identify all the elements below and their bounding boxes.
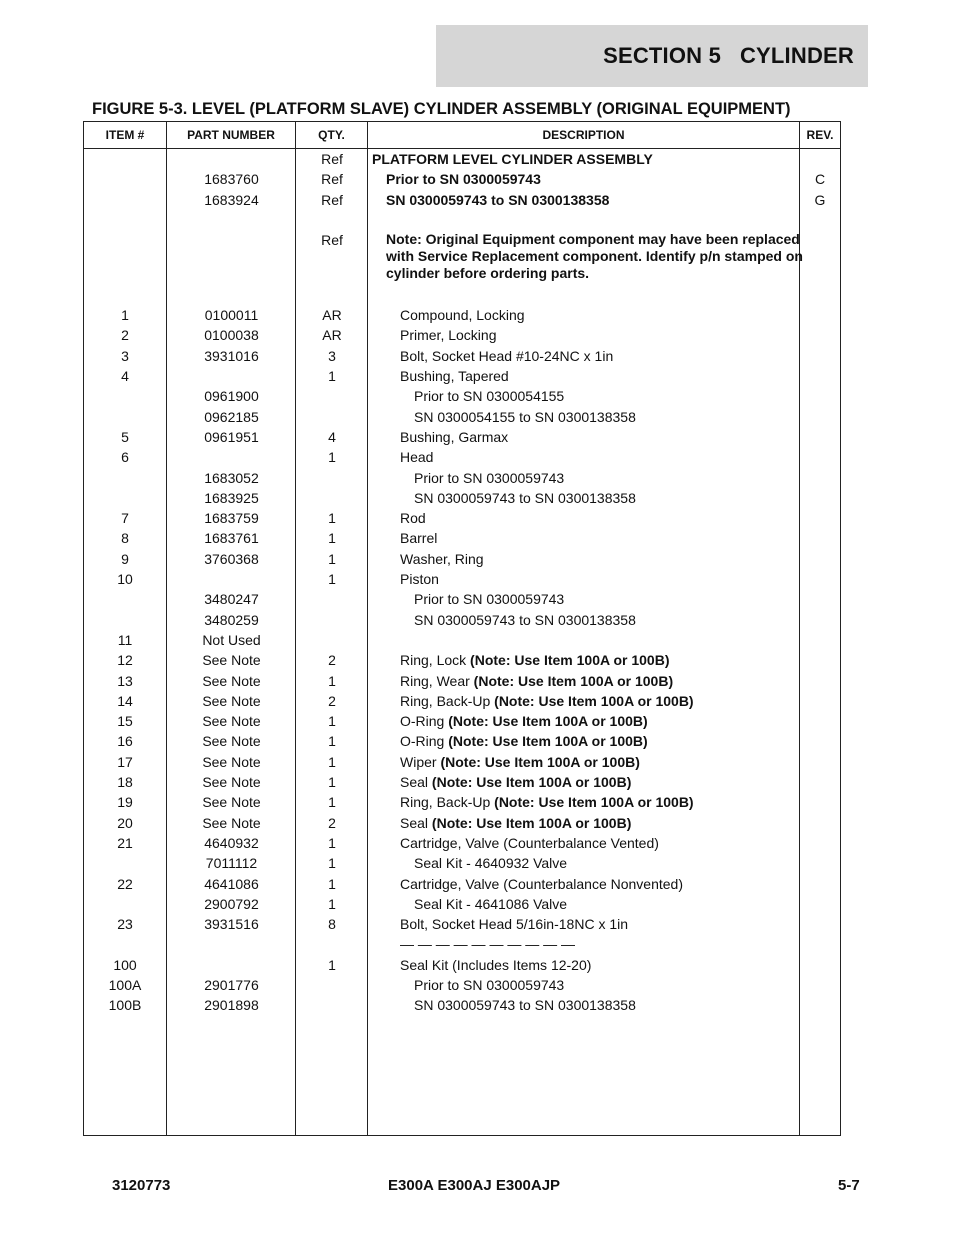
part-number: 0962185	[204, 408, 259, 425]
header-qty: QTY.	[318, 128, 345, 142]
description-text: Head	[400, 449, 434, 466]
quantity: AR	[322, 307, 342, 324]
table-row	[84, 833, 840, 853]
item-number: 14	[117, 692, 133, 709]
part-number: 3480259	[204, 611, 259, 628]
item-number: 6	[121, 449, 129, 466]
table-row	[84, 366, 840, 386]
item-number: 17	[117, 753, 133, 770]
table-row	[84, 427, 840, 447]
description	[372, 671, 828, 691]
description-text: Bushing, Tapered	[400, 368, 509, 385]
quantity: 1	[328, 713, 336, 730]
table-row	[84, 975, 840, 995]
part-number: See Note	[202, 733, 261, 750]
figure-title: FIGURE 5-3. LEVEL (PLATFORM SLAVE) CYLINDER ASSEMBLY (ORIGINAL EQUIPMENT)	[92, 100, 791, 118]
table-row	[84, 813, 840, 833]
description-text: Note: Original Equipment component may have been replaced with Service Replacement component. Identify p/n stamped on cylinder before ordering parts.	[386, 231, 807, 282]
description	[372, 853, 842, 873]
quantity: 1	[328, 834, 336, 851]
description-note: (Note: Use Item 100A or 100B)	[470, 652, 670, 669]
table-row	[84, 792, 840, 812]
description	[372, 752, 828, 772]
table-row	[84, 691, 840, 711]
header-rev: REV.	[806, 128, 834, 142]
part-number: See Note	[202, 652, 261, 669]
description	[372, 508, 828, 528]
item-number: 100A	[108, 976, 142, 993]
description	[372, 528, 828, 548]
table-row	[84, 731, 840, 751]
description	[372, 427, 828, 447]
description-text: SN 0300054155 to SN 0300138358	[414, 408, 636, 425]
description-text: Ring, Lock	[400, 652, 471, 669]
table-row	[84, 210, 840, 230]
description-note: (Note: Use Item 100A or 100B)	[448, 713, 648, 730]
part-number: Not Used	[202, 631, 261, 648]
table-row	[84, 549, 840, 569]
quantity: 1	[328, 510, 336, 527]
description	[372, 833, 828, 853]
part-number: 3931016	[204, 347, 259, 364]
parts-table	[83, 121, 841, 1136]
item-number: 18	[117, 774, 133, 791]
description	[372, 407, 842, 427]
table-row	[84, 305, 840, 325]
table-row	[84, 772, 840, 792]
item-number: 3	[121, 347, 129, 364]
table-row	[84, 874, 840, 894]
header-part-number: PART NUMBER	[187, 128, 275, 142]
part-number: 4640932	[204, 834, 259, 851]
description-note: (Note: Use Item 100A or 100B)	[448, 733, 648, 750]
table-row	[84, 346, 840, 366]
quantity: 1	[328, 956, 336, 973]
description	[372, 325, 828, 345]
description-text: Cartridge, Valve (Counterbalance Nonvented)	[400, 875, 684, 892]
quantity: 2	[328, 692, 336, 709]
quantity: 2	[328, 652, 336, 669]
table-row	[84, 853, 840, 873]
description-text: Bolt, Socket Head #10-24NC x 1in	[400, 347, 614, 364]
description-text: Bolt, Socket Head 5/16in-18NC x 1in	[400, 916, 629, 933]
table-row	[84, 230, 840, 305]
description-note: (Note: Use Item 100A or 100B)	[431, 814, 632, 831]
description-text: Seal	[400, 814, 432, 831]
footer-models: E300A E300AJ E300AJP	[388, 1177, 561, 1194]
description-text: O-Ring	[400, 733, 449, 750]
table-row	[84, 468, 840, 488]
description	[372, 366, 828, 386]
item-number: 23	[117, 916, 133, 933]
item-number: 21	[117, 834, 133, 851]
item-number: 100B	[108, 997, 142, 1014]
revision: G	[814, 191, 826, 208]
item-number: 10	[117, 571, 133, 588]
description-text: Primer, Locking	[400, 327, 497, 344]
section-title: SECTION 5 CYLINDER	[603, 43, 854, 68]
revision: C	[814, 171, 826, 188]
description-text: Barrel	[400, 530, 438, 547]
table-row	[84, 650, 840, 670]
description-text: Prior to SN 0300059743	[386, 171, 541, 188]
description-text: O-Ring	[400, 713, 449, 730]
description-text: SN 0300059743 to SN 0300138358	[414, 997, 636, 1014]
description	[372, 386, 842, 406]
description	[372, 731, 828, 751]
description-note: (Note: Use Item 100A or 100B)	[473, 672, 674, 689]
part-number: See Note	[202, 774, 261, 791]
description-text: Washer, Ring	[400, 550, 484, 567]
part-number: See Note	[202, 814, 261, 831]
description	[372, 813, 828, 833]
description-text: Seal Kit (Includes Items 12-20)	[400, 956, 592, 973]
part-number: 4641086	[204, 875, 259, 892]
quantity: Ref	[321, 191, 343, 208]
description-text: — — — — — — — — — —	[400, 936, 576, 953]
part-number: 2900792	[204, 895, 259, 912]
description-text: Ring, Back-Up	[400, 794, 495, 811]
quantity: AR	[322, 327, 342, 344]
table-row	[84, 995, 840, 1015]
description-note: (Note: Use Item 100A or 100B)	[494, 794, 694, 811]
item-number: 15	[117, 713, 133, 730]
description-text: Ring, Wear	[400, 672, 474, 689]
description-text: SN 0300059743 to SN 0300138358	[414, 611, 636, 628]
quantity: 8	[328, 916, 336, 933]
description-text: Prior to SN 0300054155	[414, 388, 565, 405]
quantity: 1	[328, 733, 336, 750]
table-row	[84, 610, 840, 630]
item-number: 1	[121, 307, 129, 324]
item-number: 9	[121, 550, 129, 567]
part-number: 1683760	[204, 171, 259, 188]
description-text: Prior to SN 0300059743	[414, 976, 565, 993]
description	[372, 230, 814, 282]
table-row	[84, 589, 840, 609]
quantity: Ref	[321, 171, 343, 188]
part-number: 0100011	[204, 307, 259, 324]
item-number: 2	[121, 327, 129, 344]
item-number: 16	[117, 733, 133, 750]
description	[372, 691, 828, 711]
part-number: 1683924	[204, 191, 259, 208]
table-row	[84, 407, 840, 427]
description	[372, 995, 842, 1015]
description-text: Piston	[400, 571, 439, 588]
description-text: SN 0300059743 to SN 0300138358	[386, 191, 610, 208]
description	[372, 975, 842, 995]
description	[372, 149, 800, 169]
table-row	[84, 630, 840, 650]
part-number: 2901898	[204, 997, 259, 1014]
description-text: Wiper	[400, 753, 441, 770]
description	[372, 569, 828, 589]
table-row	[84, 325, 840, 345]
part-number: 3931516	[204, 916, 259, 933]
item-number: 7	[121, 510, 129, 527]
item-number: 5	[121, 428, 129, 445]
quantity: Ref	[321, 151, 343, 167]
item-number: 13	[117, 672, 133, 689]
table-row	[84, 447, 840, 467]
description-text: Seal Kit - 4640932 Valve	[414, 855, 568, 872]
part-number: 1683759	[204, 510, 259, 527]
table-row	[84, 169, 840, 189]
description	[372, 792, 828, 812]
description	[372, 190, 814, 210]
description	[372, 488, 842, 508]
quantity: 3	[328, 347, 336, 364]
item-number: 20	[117, 814, 133, 831]
description	[372, 894, 842, 914]
header-description: DESCRIPTION	[542, 128, 625, 142]
part-number: 0961900	[204, 388, 259, 405]
description-text: Compound, Locking	[400, 307, 525, 324]
quantity: 1	[328, 875, 336, 892]
part-number: 2901776	[204, 976, 259, 993]
part-number: 3480247	[204, 591, 259, 608]
table-row	[84, 894, 840, 914]
description	[372, 711, 828, 731]
description-text: Seal	[400, 774, 432, 791]
item-number: 8	[121, 530, 129, 547]
table-row	[84, 569, 840, 589]
description	[372, 549, 828, 569]
quantity: 1	[328, 855, 336, 872]
quantity: 1	[328, 449, 336, 466]
description-text: Seal Kit - 4641086 Valve	[414, 895, 568, 912]
table-row	[84, 671, 840, 691]
table-row	[84, 149, 840, 169]
table-row	[84, 190, 840, 210]
description	[372, 874, 828, 894]
table-row	[84, 914, 840, 934]
quantity: Ref	[321, 232, 343, 249]
quantity: 1	[328, 530, 336, 547]
description	[372, 589, 842, 609]
table-row	[84, 711, 840, 731]
description	[372, 346, 828, 366]
description	[372, 955, 828, 975]
quantity: 1	[328, 550, 336, 567]
item-number: 100	[113, 956, 137, 973]
quantity: 1	[328, 571, 336, 588]
description-text: Prior to SN 0300059743	[414, 469, 565, 486]
description	[372, 650, 828, 670]
quantity: 1	[328, 672, 336, 689]
part-number: 1683052	[204, 469, 259, 486]
item-number: 12	[117, 652, 133, 669]
table-row	[84, 508, 840, 528]
description-text: PLATFORM LEVEL CYLINDER ASSEMBLY	[372, 151, 653, 167]
part-number: 1683925	[204, 489, 259, 506]
description-text: Rod	[400, 510, 426, 527]
part-number: 3760368	[204, 550, 259, 567]
item-number: 11	[117, 631, 133, 648]
description-note: (Note: Use Item 100A or 100B)	[431, 774, 632, 791]
description	[372, 468, 842, 488]
part-number: 7011112	[205, 855, 258, 872]
part-number: 0100038	[204, 327, 259, 344]
description-text: Prior to SN 0300059743	[414, 591, 565, 608]
part-number: See Note	[202, 672, 261, 689]
description	[372, 610, 842, 630]
item-number: 22	[117, 875, 133, 892]
description	[372, 772, 828, 792]
quantity: 2	[328, 814, 336, 831]
part-number: See Note	[202, 794, 261, 811]
description-note: (Note: Use Item 100A or 100B)	[494, 692, 694, 709]
table-row	[84, 528, 840, 548]
description	[372, 914, 828, 934]
section-header	[436, 25, 868, 87]
description	[372, 169, 814, 189]
description	[372, 934, 828, 954]
table-row	[84, 955, 840, 975]
table-row	[84, 386, 840, 406]
part-number: See Note	[202, 713, 261, 730]
table-row	[84, 934, 840, 954]
part-number: 1683761	[204, 530, 259, 547]
quantity: 1	[328, 368, 336, 385]
quantity: 4	[328, 428, 336, 445]
description-text: Cartridge, Valve (Counterbalance Vented)	[400, 834, 659, 851]
description-text: SN 0300059743 to SN 0300138358	[414, 489, 636, 506]
part-number: 0961951	[204, 428, 259, 445]
part-number: See Note	[202, 692, 261, 709]
table-row	[84, 752, 840, 772]
description-text: Ring, Back-Up	[400, 692, 495, 709]
quantity: 1	[328, 774, 336, 791]
item-number: 19	[117, 794, 133, 811]
footer-page-number: 5-7	[838, 1177, 860, 1194]
part-number: See Note	[202, 753, 261, 770]
quantity: 1	[328, 794, 336, 811]
description-note: (Note: Use Item 100A or 100B)	[440, 753, 640, 770]
footer-doc-number: 3120773	[112, 1177, 171, 1194]
quantity: 1	[328, 895, 336, 912]
item-number: 4	[121, 368, 129, 385]
table-body	[84, 149, 840, 1016]
table-row	[84, 488, 840, 508]
description-text: Bushing, Garmax	[400, 428, 509, 445]
description	[372, 305, 828, 325]
description	[372, 447, 828, 467]
quantity: 1	[328, 753, 336, 770]
header-item: ITEM #	[105, 128, 145, 142]
